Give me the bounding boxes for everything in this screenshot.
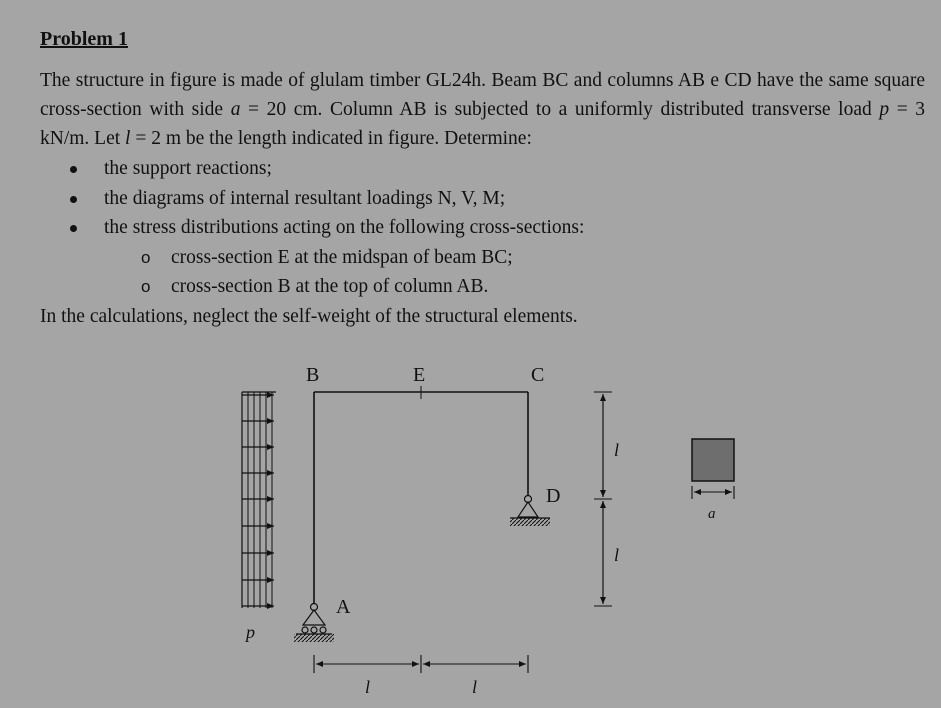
node-label-a: A xyxy=(336,596,351,618)
list-item-text: the stress distributions acting on the following cross-sections: xyxy=(104,217,585,238)
node-label-c: C xyxy=(531,364,545,386)
section-dimension xyxy=(692,486,734,499)
vertical-dimensions xyxy=(594,392,612,606)
load-hatching xyxy=(248,392,272,608)
dim-label-l-right: l xyxy=(472,677,478,697)
sub-bullet-circle-icon: o xyxy=(141,277,151,296)
var-l: l xyxy=(125,128,131,149)
section-label-a: a xyxy=(708,506,716,522)
node-label-d: D xyxy=(546,485,561,507)
var-p: p xyxy=(879,99,890,120)
dim-label-l-lower: l xyxy=(614,545,620,565)
dim-label-l-upper: l xyxy=(614,440,620,460)
statement-part-4: = 2 m be the length indicated in figure. Determine: xyxy=(135,128,532,149)
problem-title: Problem 1 xyxy=(40,28,128,50)
dim-label-l-left: l xyxy=(365,677,371,697)
statement-part-2: = 20 cm. Column AB is subjected to a uniformly distributed transverse load xyxy=(248,99,872,120)
sub-bullet-circle-icon: o xyxy=(141,247,151,267)
horizontal-dimensions xyxy=(314,655,528,673)
node-label-e: E xyxy=(413,364,426,386)
var-a: a xyxy=(230,99,241,120)
sub-list-item-text: cross-section E at the midspan of beam BC; xyxy=(171,246,513,268)
statement-part-1: The structure in figure is made of glulam timber GL24h. Beam BC and columns AB e CD have the same square cross-section with side xyxy=(40,70,925,120)
load-label-p: p xyxy=(246,622,255,642)
pinned-support-d xyxy=(510,496,550,527)
load-arrows xyxy=(242,395,274,606)
distributed-load xyxy=(242,392,276,608)
list-item-text: the support reactions; xyxy=(104,158,272,179)
frame xyxy=(314,386,528,604)
node-label-b: B xyxy=(306,364,320,386)
list-item-text: the diagrams of internal resultant loadings N, V, M; xyxy=(104,187,506,209)
statement-part-3: = 3 kN/m. Let xyxy=(40,99,926,149)
closing-note: In the calculations, neglect the self-weight of the structural elements. xyxy=(40,306,578,327)
cross-section-square xyxy=(692,439,734,481)
roller-support-a xyxy=(294,604,334,643)
sub-list-item-text: cross-section B at the top of column AB. xyxy=(171,276,489,297)
